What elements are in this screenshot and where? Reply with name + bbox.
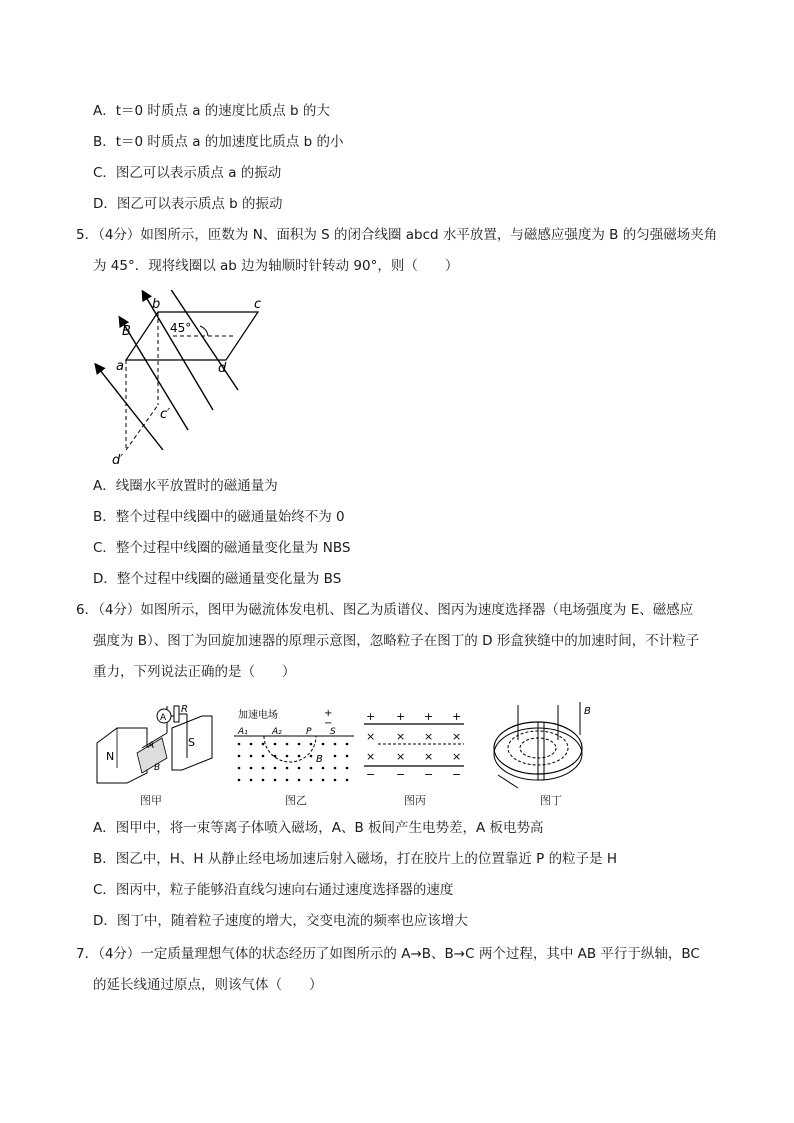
svg-text:−: −: [424, 768, 434, 780]
svg-text:×: ×: [424, 750, 434, 763]
q7-stem-line2: 的延长线通过原点，则该气体（ ）: [93, 977, 323, 993]
yi-plus: +: [324, 708, 333, 719]
jia-plate-a: A: [148, 741, 155, 751]
svg-text:×: ×: [452, 730, 462, 743]
q6-figure-jia: [92, 698, 222, 788]
yi-a1: A₁: [238, 727, 248, 737]
q7-stem-line1: 7．（4分）一定质量理想气体的状态经历了如图所示的 A→B、B→C 两个过程，其中 AB 平行于纵轴，BC: [76, 946, 700, 962]
svg-text:×: ×: [452, 750, 462, 763]
q5-option-d: D．整个过程中线圈的磁通量变化量为 BS: [93, 571, 342, 587]
yi-minus: −: [324, 718, 333, 729]
svg-text:+: +: [452, 710, 462, 723]
q6-stem-line1: 6．（4分）如图所示，图甲为磁流体发电机、图乙为质谱仪、图丙为速度选择器（电场强度为 E、磁感应: [76, 602, 694, 618]
q6-figure-ding: [488, 700, 598, 790]
yi-a2: A₂: [272, 727, 282, 737]
q6-option-b: B．图乙中，H、H 从静止经电场加速后射入磁场，打在胶片上的位置靠近 P 的粒子是 H: [93, 851, 618, 867]
q5-option-b: B．整个过程中线圈中的磁通量始终不为 0: [93, 509, 345, 525]
q5-label-angle: 45°: [170, 321, 192, 335]
q6-option-c: C．图丙中，粒子能够沿直线匀速向右通过速度选择器的速度: [93, 882, 454, 898]
jia-pole-s: S: [188, 736, 195, 749]
jia-plate-b: B: [154, 763, 161, 773]
ding-b: B: [584, 706, 591, 717]
yi-s: S: [330, 727, 336, 737]
yi-field-label: 加速电场: [238, 710, 278, 721]
ding-caption: 图丁: [540, 794, 562, 807]
svg-text:−: −: [396, 768, 406, 780]
jia-pole-n: N: [106, 750, 115, 763]
q6-figure-yi: [234, 706, 354, 788]
yi-caption: 图乙: [285, 794, 307, 807]
q5-label-d: d: [218, 361, 227, 376]
q5-option-a: A．线圈水平放置时的磁通量为: [93, 478, 278, 494]
q5-stem-line2: 为 45°．现将线圈以 ab 边为轴顺时针转动 90°，则（ ）: [93, 258, 459, 274]
bing-caption: 图丙: [404, 794, 426, 807]
q6-option-a: A．图甲中，将一束等离子体喷入磁场，A、B 板间产生电势差，A 板电势高: [93, 820, 544, 836]
svg-text:+: +: [424, 710, 434, 723]
svg-text:−: −: [452, 768, 462, 780]
q6-stem-line2: 强度为 B）、图丁为回旋加速器的原理示意图，忽略粒子在图丁的 D 形盒狭缝中的加速时间，不计粒子: [93, 633, 700, 649]
q5-stem-line1: 5．（4分）如图所示，匝数为 N、面积为 S 的闭合线圈 abcd 水平放置，与磁感应强度为 B 的匀强磁场夹角: [76, 227, 718, 243]
jia-caption: 图甲: [140, 794, 162, 807]
jia-resistor-label: R: [181, 704, 188, 715]
q6-figure-bing: [364, 710, 468, 780]
q4-option-d: D．图乙可以表示质点 b 的振动: [93, 196, 283, 212]
q4-option-a: A．t＝0 时质点 a 的速度比质点 b 的大: [93, 103, 330, 119]
yi-p: P: [306, 727, 312, 737]
svg-text:×: ×: [396, 730, 406, 743]
jia-ammeter-label: A: [160, 713, 167, 723]
q5-figure: [88, 290, 278, 470]
svg-text:×: ×: [366, 750, 376, 763]
svg-text:×: ×: [424, 730, 434, 743]
svg-text:×: ×: [396, 750, 406, 763]
q5-label-a: a: [116, 359, 124, 374]
svg-text:+: +: [396, 710, 406, 723]
svg-text:−: −: [366, 768, 376, 780]
q6-stem-line3: 重力，下列说法正确的是（ ）: [93, 664, 296, 680]
q4-option-b: B．t＝0 时质点 a 的加速度比质点 b 的小: [93, 134, 344, 150]
svg-text:×: ×: [366, 730, 376, 743]
q5-label-B: B: [122, 324, 131, 339]
q5-label-c-prime: c′: [160, 407, 171, 422]
q4-option-c: C．图乙可以表示质点 a 的振动: [93, 165, 282, 181]
q5-label-d-prime: d′: [112, 453, 124, 468]
svg-text:+: +: [366, 710, 376, 723]
q5-option-c: C．整个过程中线圈的磁通量变化量为 NBS: [93, 540, 351, 556]
q6-option-d: D．图丁中，随着粒子速度的增大，交变电流的频率也应该增大: [93, 913, 468, 929]
q5-label-b: b: [152, 297, 161, 312]
q5-label-c: c: [254, 297, 262, 312]
yi-b: B: [316, 754, 323, 765]
